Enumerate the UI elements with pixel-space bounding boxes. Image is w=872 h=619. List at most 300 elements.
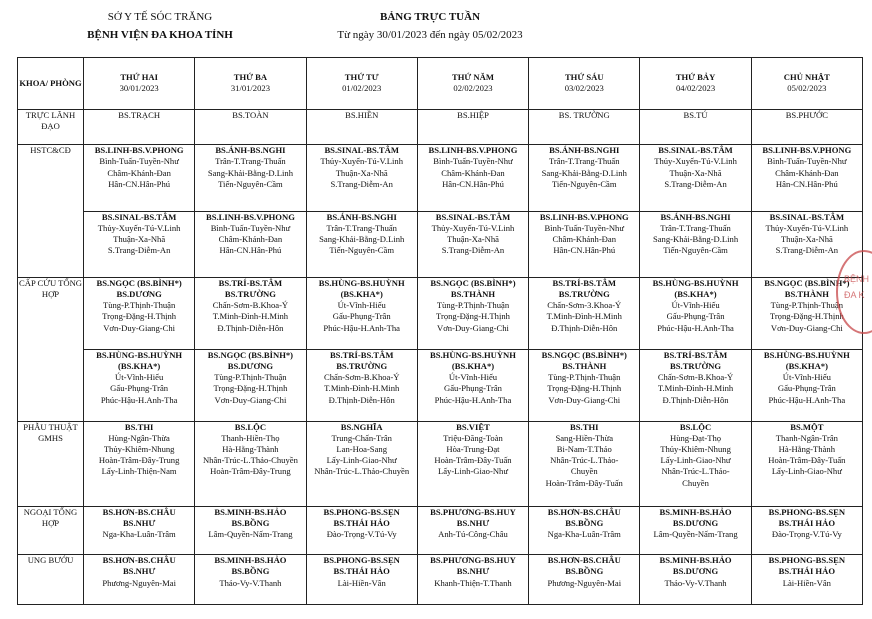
doctor-names: BS.THÁI HẢO [778, 517, 836, 528]
staff-names: Hùng-Ngân-Thừa [108, 432, 170, 443]
doctor-names: BS.HÙNG-BS.HUỲNH [318, 277, 405, 288]
staff-names: Tiến-Nguyên-Cầm [663, 245, 728, 256]
org-line-2: BỆNH VIỆN ĐA KHOA TỈNH [87, 29, 233, 41]
doctor-names: BS.NGỌC (BS.BÌNH*) [764, 277, 850, 288]
leader-cell: BS.TOÀN [195, 109, 306, 144]
duty-cell [306, 145, 417, 211]
doctor-names: BS.NGỌC (BS.BÌNH*) [96, 277, 182, 288]
day-date: 03/02/2023 [564, 83, 604, 94]
staff-names: Trọng-Đặng-H.Thịnh [769, 311, 844, 322]
doctor-names: BS.NHƯ [122, 517, 156, 528]
staff-names: Bi-Nam-T.Thảo [556, 443, 612, 454]
corner-header: KHOA/ PHÒNG [18, 58, 84, 110]
staff-names: Thuận-Xa-Nhã [669, 167, 722, 178]
table-header-row [18, 58, 863, 110]
duty-cell [84, 555, 195, 605]
staff-names: Phúc-Hậu-H.Anh-Tha [323, 322, 400, 333]
staff-names: Út-Vĩnh-Hiếu [115, 372, 164, 383]
day-header [417, 58, 528, 110]
staff-names: Bình-Tuấn-Tuyền-Như [210, 222, 291, 233]
duty-cell [529, 211, 640, 277]
staff-names: Bình-Tuấn-Tuyền-Như [99, 156, 179, 167]
staff-names: Sang-Khải-Bằng-D.Linh [207, 167, 294, 178]
staff-names: Trân-T.Trang-Thuấn [548, 156, 620, 167]
duty-cell [529, 277, 640, 349]
duty-cell [751, 555, 862, 605]
staff-names: Triệu-Đăng-Toàn [443, 432, 503, 443]
staff-names: Đ.Thịnh-Diễn-Hôn [662, 394, 729, 405]
day-name: THỨ BA [233, 72, 268, 83]
duty-cell [751, 421, 862, 506]
staff-names: Lài-Hiền-Vân [782, 577, 831, 588]
staff-names: Vơn-Duy-Giang-Chi [214, 394, 287, 405]
staff-names: Sang-Khải-Bằng-D.Linh [541, 167, 627, 178]
staff-names: Tùng-P.Thịnh-Thuận [770, 300, 843, 311]
duty-cell [306, 349, 417, 421]
doctor-names: BS.LỘC [234, 421, 267, 432]
staff-names: Tiến-Nguyên-Cầm [218, 178, 283, 189]
doctor-names: BS.SINAL-BS.TÂM [101, 211, 177, 222]
doctor-names: BS.THÁI HẢO [333, 517, 390, 528]
staff-names: Bình-Tuấn-Tuyền-Như [433, 156, 513, 167]
doctor-names: BS.LINH-BS.V.PHONG [205, 211, 295, 222]
day-name: THỨ SÁU [564, 72, 604, 83]
day-header [751, 58, 862, 110]
day-name: THỨ HAI [120, 72, 158, 83]
staff-names: Chuyền [682, 477, 709, 488]
duty-cell [195, 349, 306, 421]
day-name: THỨ BẢY [675, 72, 716, 83]
staff-names: Hà-Hằng-Thành [222, 443, 279, 454]
staff-names: Gấu-Phụng-Trân [444, 383, 502, 394]
section-label: CẤP CỨU TỔNG HỢP [18, 277, 84, 421]
staff-names: Thủy-Khiêm-Nhung [660, 443, 731, 454]
doctor-names: BS.TRƯỜNG [336, 360, 388, 371]
staff-names: Thanh-Ngân-Trân [775, 432, 838, 443]
staff-names: Trung-Chấn-Trân [331, 432, 392, 443]
duty-cell [306, 211, 417, 277]
staff-names: Hân-CN.Hân-Phú [553, 245, 616, 256]
staff-names: Gấu-Phụng-Trân [332, 311, 391, 322]
staff-names: Thủy-Khiêm-Nhung [103, 443, 175, 454]
staff-names: Nhân-Trúc-L.Thảo- [550, 455, 619, 466]
staff-names: Hoàn-Trâm-Đây-Trung [98, 455, 180, 466]
stamp-text-2: ĐA K [844, 290, 865, 300]
doctor-names: BS.HƠN-BS.CHÂU [102, 506, 176, 517]
day-name: THỨ NĂM [452, 72, 494, 83]
staff-names: Hân-CN.Hân-Phú [219, 245, 282, 256]
doctor-names: BS.THI [124, 421, 154, 432]
staff-names: S.Trang-Diễm-An [330, 178, 393, 189]
duty-cell [195, 145, 306, 211]
doctor-names: (BS.KHA*) [118, 360, 161, 371]
doctor-names: BS.ÁNH-BS.NGHI [660, 211, 731, 222]
ungbuou-row [18, 555, 863, 605]
duty-cell [195, 211, 306, 277]
day-header [529, 58, 640, 110]
duty-cell [84, 349, 195, 421]
duty-cell [84, 506, 195, 555]
duty-cell [751, 145, 862, 211]
doctor-names: BS.TRƯỜNG [670, 360, 722, 371]
staff-names: Gấu-Phụng-Trân [110, 383, 169, 394]
duty-cell [417, 277, 528, 349]
duty-cell [195, 277, 306, 349]
stamp-text-1: BỆNH [844, 274, 870, 284]
staff-names: Vơn-Duy-Giang-Chi [770, 322, 843, 333]
doctor-names: BS.TRÍ-BS.TÂM [552, 277, 617, 288]
doctor-names: BS.THÁI HẢO [778, 566, 836, 577]
doctor-names: BS.BỒNG [565, 566, 604, 577]
staff-names: Út-Vĩnh-Hiếu [448, 372, 498, 383]
doctor-names: (BS.KHA*) [674, 289, 717, 300]
ngoai-row [18, 506, 863, 555]
duty-cell [306, 277, 417, 349]
section-label: HSTC&CĐ [18, 145, 84, 278]
doctor-names: BS.NGHĨA [340, 421, 383, 432]
doctor-names: BS.DƯƠNG [227, 360, 274, 371]
duty-cell [640, 211, 751, 277]
staff-names: Chấn-Sơm-B.Khoa-Ý [657, 372, 734, 383]
duty-cell [84, 277, 195, 349]
leadership-row [18, 109, 863, 144]
staff-names: Chấn-Sơm-3.Khoa-Ý [547, 300, 622, 311]
org-header [60, 10, 260, 43]
staff-names: Út-Vĩnh-Hiếu [782, 372, 831, 383]
staff-names: S.Trang-Diễm-An [441, 245, 505, 256]
staff-names: Tùng-P.Thịnh-Thuận [548, 372, 621, 383]
staff-names: Trọng-Đặng-H.Thịnh [213, 383, 288, 394]
staff-names: Hà-Hằng-Thành [778, 443, 835, 454]
day-date: 04/02/2023 [675, 83, 716, 94]
duty-cell [640, 349, 751, 421]
staff-names: Bình-Tuấn-Tuyền-Như [544, 222, 624, 233]
duty-cell [195, 555, 306, 605]
doctor-names: BS.LINH-BS.V.PHONG [428, 145, 518, 156]
staff-names: Thủy-Xuyến-Tú-V.Linh [654, 156, 737, 167]
duty-cell [529, 421, 640, 506]
staff-names: Đ.Thịnh-Diễn-Hôn [217, 322, 284, 333]
staff-names: Thanh-Hiền-Thọ [221, 432, 280, 443]
doctor-names: BS.ÁNH-BS.NGHI [215, 145, 286, 156]
doctor-names: BS.THÀNH [562, 360, 607, 371]
staff-names: Thủy-Xuyến-Tú-V.Linh [765, 222, 849, 233]
duty-cell [751, 506, 862, 555]
doctor-names: BS.THI [570, 421, 599, 432]
doctor-names: BS.MINH-BS.HẢO [214, 506, 287, 517]
doctor-names: BS.THÀNH [450, 289, 496, 300]
staff-names: Chuyền [570, 466, 598, 477]
duty-cell [640, 555, 751, 605]
staff-names: Nhân-Trúc-L.Thảo-Chuyền [314, 466, 410, 477]
staff-names: Tiến-Nguyên-Cầm [329, 245, 394, 256]
day-name: THỨ TƯ [344, 72, 379, 83]
phauthuat-row [18, 421, 863, 506]
doctor-names: BS.THÀNH [784, 289, 829, 300]
org-line-1: SỞ Y TẾ SÓC TRĂNG [107, 11, 213, 23]
duty-schedule-table [17, 57, 863, 605]
staff-names: Tiến-Nguyên-Cầm [551, 178, 617, 189]
staff-names: S.Trang-Diễm-An [107, 245, 171, 256]
doctor-names: BS.HÙNG-BS.HUỲNH [763, 349, 850, 360]
duty-cell [84, 145, 195, 211]
doctor-names: BS.PHONG-BS.SẸN [768, 555, 846, 566]
staff-names: Út-Vĩnh-Hiếu [671, 300, 720, 311]
staff-names: Phương-Nguyên-Mai [102, 577, 176, 588]
staff-names: Thuận-Xa-Nhã [113, 233, 166, 244]
staff-names: Lấy-Linh-Giao-Như [326, 455, 397, 466]
doctor-names: BS.SINAL-BS.TÂM [435, 211, 511, 222]
day-header [306, 58, 417, 110]
staff-names: Hòa-Trung-Đạt [446, 443, 500, 454]
staff-names: Hân-CN.Hân-Phú [775, 178, 838, 189]
duty-cell [84, 421, 195, 506]
staff-names: Lấy-Linh-Thiện-Nam [101, 466, 177, 477]
capcuu-row [18, 349, 863, 421]
doctor-names: BS.MINH-BS.HẢO [659, 506, 732, 517]
staff-names: Phúc-Hậu-H.Anh-Tha [657, 322, 734, 333]
duty-cell [529, 349, 640, 421]
staff-names: S.Trang-Diễm-An [775, 245, 839, 256]
staff-names: Nhân-Trúc-L.Thảo- [661, 466, 730, 477]
leader-cell: BS.TRẠCH [84, 109, 195, 144]
doctor-names: BS.NHƯ [456, 517, 490, 528]
doctor-names: BS.THÁI HẢO [333, 566, 390, 577]
doctor-names: BS.HÙNG-BS.HUỲNH [430, 349, 516, 360]
staff-names: Vơn-Duy-Giang-Chi [103, 322, 176, 333]
staff-names: T.Minh-Đình-H.Minh [546, 311, 622, 322]
duty-cell [306, 421, 417, 506]
duty-cell [417, 555, 528, 605]
doctor-names: BS.PHƯƠNG-BS.HUY [430, 555, 516, 566]
staff-names: Út-Vĩnh-Hiếu [337, 300, 386, 311]
staff-names: Hoàn-Trâm-Đây-Tuấn [434, 455, 512, 466]
doctor-names: BS.DƯƠNG [672, 566, 719, 577]
staff-names: Phúc-Hậu-H.Anh-Tha [768, 394, 846, 405]
staff-names: Châm-Khánh-Đan [775, 167, 839, 178]
staff-names: T.Minh-Đình-H.Minh [324, 383, 400, 394]
staff-names: Anh-Tú-Công-Châu [438, 529, 508, 540]
staff-names: Đào-Trọng-V.Tú-Vy [771, 529, 842, 540]
doctor-names: BS.NGỌC (BS.BÌNH*) [541, 349, 627, 360]
staff-names: Trọng-Đặng-H.Thịnh [547, 383, 622, 394]
staff-names: Tùng-P.Thịnh-Thuận [214, 372, 287, 383]
duty-cell [751, 349, 862, 421]
doctor-names: BS.LỘC [679, 421, 712, 432]
duty-cell [640, 506, 751, 555]
duty-cell [529, 506, 640, 555]
staff-names: Châm-Khánh-Đan [218, 233, 283, 244]
staff-names: Lấy-Linh-Giao-Như [771, 466, 842, 477]
staff-names: Sang-Khải-Bằng-D.Linh [319, 233, 405, 244]
doctor-names: BS.PHƯƠNG-BS.HUY [430, 506, 516, 517]
staff-names: Vơn-Duy-Giang-Chi [548, 394, 621, 405]
staff-names: Đ.Thịnh-Diễn-Hôn [328, 394, 395, 405]
doctor-names: BS.TRÍ-BS.TÂM [218, 277, 283, 288]
doctor-names: BS.MINH-BS.HẢO [659, 555, 732, 566]
date-range: Từ ngày 30/01/2023 đến ngày 05/02/2023 [337, 29, 523, 41]
staff-names: Hùng-Đạt-Thọ [670, 432, 722, 443]
staff-names: Thảo-Vy-V.Thanh [219, 577, 282, 588]
doctor-names: BS.SINAL-BS.TÂM [658, 145, 733, 156]
staff-names: Lâm-Quyền-Nấm-Trang [208, 529, 293, 540]
staff-names: Phúc-Hậu-H.Anh-Tha [100, 394, 178, 405]
staff-names: Thuận-Xa-Nhã [446, 233, 499, 244]
doctor-names: BS.PHONG-BS.SẸN [323, 506, 400, 517]
doctor-names: BS.SINAL-BS.TÂM [769, 211, 845, 222]
staff-names: Lan-Hoa-Sang [336, 443, 387, 454]
section-label: TRỰC LÃNH ĐẠO [18, 109, 84, 144]
doctor-names: BS.BỒNG [565, 517, 604, 528]
day-date: 05/02/2023 [787, 83, 827, 94]
doc-title-block [300, 10, 560, 43]
doctor-names: BS.VIỆT [456, 421, 490, 432]
day-date: 01/02/2023 [342, 83, 382, 94]
staff-names: Hoàn-Trâm-Đây-Tuấn [545, 477, 623, 488]
duty-cell [640, 145, 751, 211]
staff-names: T.Minh-Đình-H.Minh [657, 383, 734, 394]
doctor-names: BS.MỘT [790, 421, 824, 432]
doctor-names: BS.ÁNH-BS.NGHI [549, 145, 620, 156]
staff-names: Thuận-Xa-Nhã [335, 167, 388, 178]
leader-cell: BS. TRƯỜNG [529, 109, 640, 144]
doctor-names: BS.HÙNG-BS.HUỲNH [96, 349, 183, 360]
doctor-names: BS.NHƯ [122, 566, 156, 577]
staff-names: Thuận-Xa-Nhã [780, 233, 833, 244]
capcuu-row [18, 277, 863, 349]
staff-names: Phúc-Hậu-H.Anh-Tha [434, 394, 512, 405]
day-header [84, 58, 195, 110]
doctor-names: BS.TRƯỜNG [224, 289, 276, 300]
duty-cell [417, 349, 528, 421]
staff-names: Lâm-Quyền-Nấm-Trang [653, 529, 738, 540]
day-header [195, 58, 306, 110]
staff-names: Nga-Kha-Luân-Trâm [547, 529, 621, 540]
staff-names: Tùng-P.Thịnh-Thuận [436, 300, 510, 311]
leader-cell: BS.TÚ [640, 109, 751, 144]
staff-names: Gấu-Phụng-Trân [777, 383, 836, 394]
staff-names: Sang-Hiền-Thừa [555, 432, 614, 443]
duty-cell [640, 421, 751, 506]
duty-cell [417, 421, 528, 506]
duty-cell [417, 145, 528, 211]
doctor-names: BS.LINH-BS.V.PHONG [94, 145, 184, 156]
doctor-names: BS.BỒNG [231, 566, 270, 577]
day-date: 31/01/2023 [230, 83, 270, 94]
staff-names: Châm-Khánh-Đan [441, 167, 505, 178]
doctor-names: BS.TRƯỜNG [558, 289, 610, 300]
staff-names: Chấn-Sơm-B.Khoa-Ý [323, 372, 400, 383]
duty-cell [195, 421, 306, 506]
duty-cell [417, 211, 528, 277]
day-date: 02/02/2023 [453, 83, 493, 94]
staff-names: Nga-Kha-Luân-Trâm [102, 529, 176, 540]
doctor-names: BS.TRÍ-BS.TÂM [663, 349, 728, 360]
doc-title: BẢNG TRỰC TUẦN [379, 11, 481, 23]
duty-cell [529, 145, 640, 211]
staff-names: Thảo-Vy-V.Thanh [664, 577, 727, 588]
doctor-names: BS.HƠN-BS.CHÂU [547, 506, 621, 517]
duty-cell [195, 506, 306, 555]
staff-names: T.Minh-Đình-H.Minh [212, 311, 289, 322]
staff-names: Sang-Khải-Bằng-D.Linh [652, 233, 739, 244]
duty-cell [306, 506, 417, 555]
doctor-names: BS.HÙNG-BS.HUỲNH [652, 277, 739, 288]
leader-cell: BS.HIỆP [417, 109, 528, 144]
doctor-names: BS.PHONG-BS.SẸN [323, 555, 400, 566]
staff-names: Châm-Khánh-Đan [552, 233, 616, 244]
staff-names: Trân-T.Trang-Thuấn [326, 222, 397, 233]
staff-names: Phương-Nguyên-Mai [547, 577, 622, 588]
staff-names: Đ.Thịnh-Diễn-Hôn [551, 322, 618, 333]
staff-names: Trân-T.Trang-Thuấn [660, 222, 731, 233]
staff-names: Khanh-Thiện-T.Thanh [434, 577, 512, 588]
duty-cell [84, 211, 195, 277]
duty-cell [529, 555, 640, 605]
duty-cell [306, 555, 417, 605]
staff-names: Thủy-Xuyến-Tú-V.Linh [431, 222, 515, 233]
staff-names: Vơn-Duy-Giang-Chi [437, 322, 509, 333]
staff-names: Trọng-Đặng-H.Thịnh [436, 311, 510, 322]
staff-names: Lấy-Linh-Giao-Như [660, 455, 731, 466]
staff-names: Hoàn-Trâm-Đây-Trung [210, 466, 291, 477]
staff-names: Thủy-Xuyến-Tú-V.Linh [320, 156, 404, 167]
staff-names: Lài-Hiền-Vân [337, 577, 386, 588]
staff-names: Hân-CN.Hân-Phú [108, 178, 171, 189]
doctor-names: BS.NGỌC (BS.BÌNH*) [430, 277, 516, 288]
doctor-names: BS.HƠN-BS.CHÂU [102, 555, 176, 566]
doctor-names: BS.BỒNG [231, 517, 270, 528]
doctor-names: (BS.KHA*) [451, 360, 495, 371]
day-name: CHỦ NHẬT [783, 72, 830, 83]
doctor-names: BS.NHƯ [456, 566, 490, 577]
doctor-names: BS.DƯƠNG [672, 517, 719, 528]
leader-cell: BS.PHƯỚC [751, 109, 862, 144]
doctor-names: (BS.KHA*) [785, 360, 828, 371]
staff-names: Đào-Trọng-V.Tú-Vy [326, 529, 397, 540]
day-header [640, 58, 751, 110]
doctor-names: BS.DƯƠNG [116, 289, 162, 300]
doctor-names: BS.ÁNH-BS.NGHI [326, 211, 397, 222]
section-label: NGOẠI TỔNG HỢP [18, 506, 84, 555]
leader-cell: BS.HIỀN [306, 109, 417, 144]
staff-names: Trọng-Đặng-H.Thịnh [102, 311, 177, 322]
staff-names: Hoàn-Trâm-Đây-Tuấn [768, 455, 846, 466]
staff-names: Chấn-Sơm-B.Khoa-Ý [212, 300, 289, 311]
staff-names: Trân-T.Trang-Thuấn [215, 156, 286, 167]
doctor-names: BS.MINH-BS.HẢO [214, 555, 287, 566]
doctor-names: BS.HƠN-BS.CHÂU [547, 555, 621, 566]
hstc-row [18, 211, 863, 277]
duty-cell [640, 277, 751, 349]
hstc-row [18, 145, 863, 211]
staff-names: Châm-Khánh-Đan [107, 167, 171, 178]
section-label: PHẪU THUẬT GMHS [18, 421, 84, 506]
doctor-names: BS.SINAL-BS.TÂM [324, 145, 399, 156]
duty-cell [417, 506, 528, 555]
day-date: 30/01/2023 [119, 83, 159, 94]
staff-names: Lấy-Linh-Giao-Như [437, 466, 508, 477]
doctor-names: BS.PHONG-BS.SẸN [768, 506, 846, 517]
doctor-names: BS.NGỌC (BS.BÌNH*) [207, 349, 294, 360]
staff-names: Bình-Tuấn-Tuyền-Như [767, 156, 847, 167]
staff-names: Thủy-Xuyến-Tú-V.Linh [97, 222, 181, 233]
staff-names: Nhân-Trúc-L.Thảo-Chuyền [202, 455, 298, 466]
section-label: UNG BƯỚU [18, 555, 84, 605]
doctor-names: BS.LINH-BS.V.PHONG [762, 145, 852, 156]
doctor-names: BS.TRÍ-BS.TÂM [329, 349, 394, 360]
staff-names: Hân-CN.Hân-Phú [442, 178, 504, 189]
